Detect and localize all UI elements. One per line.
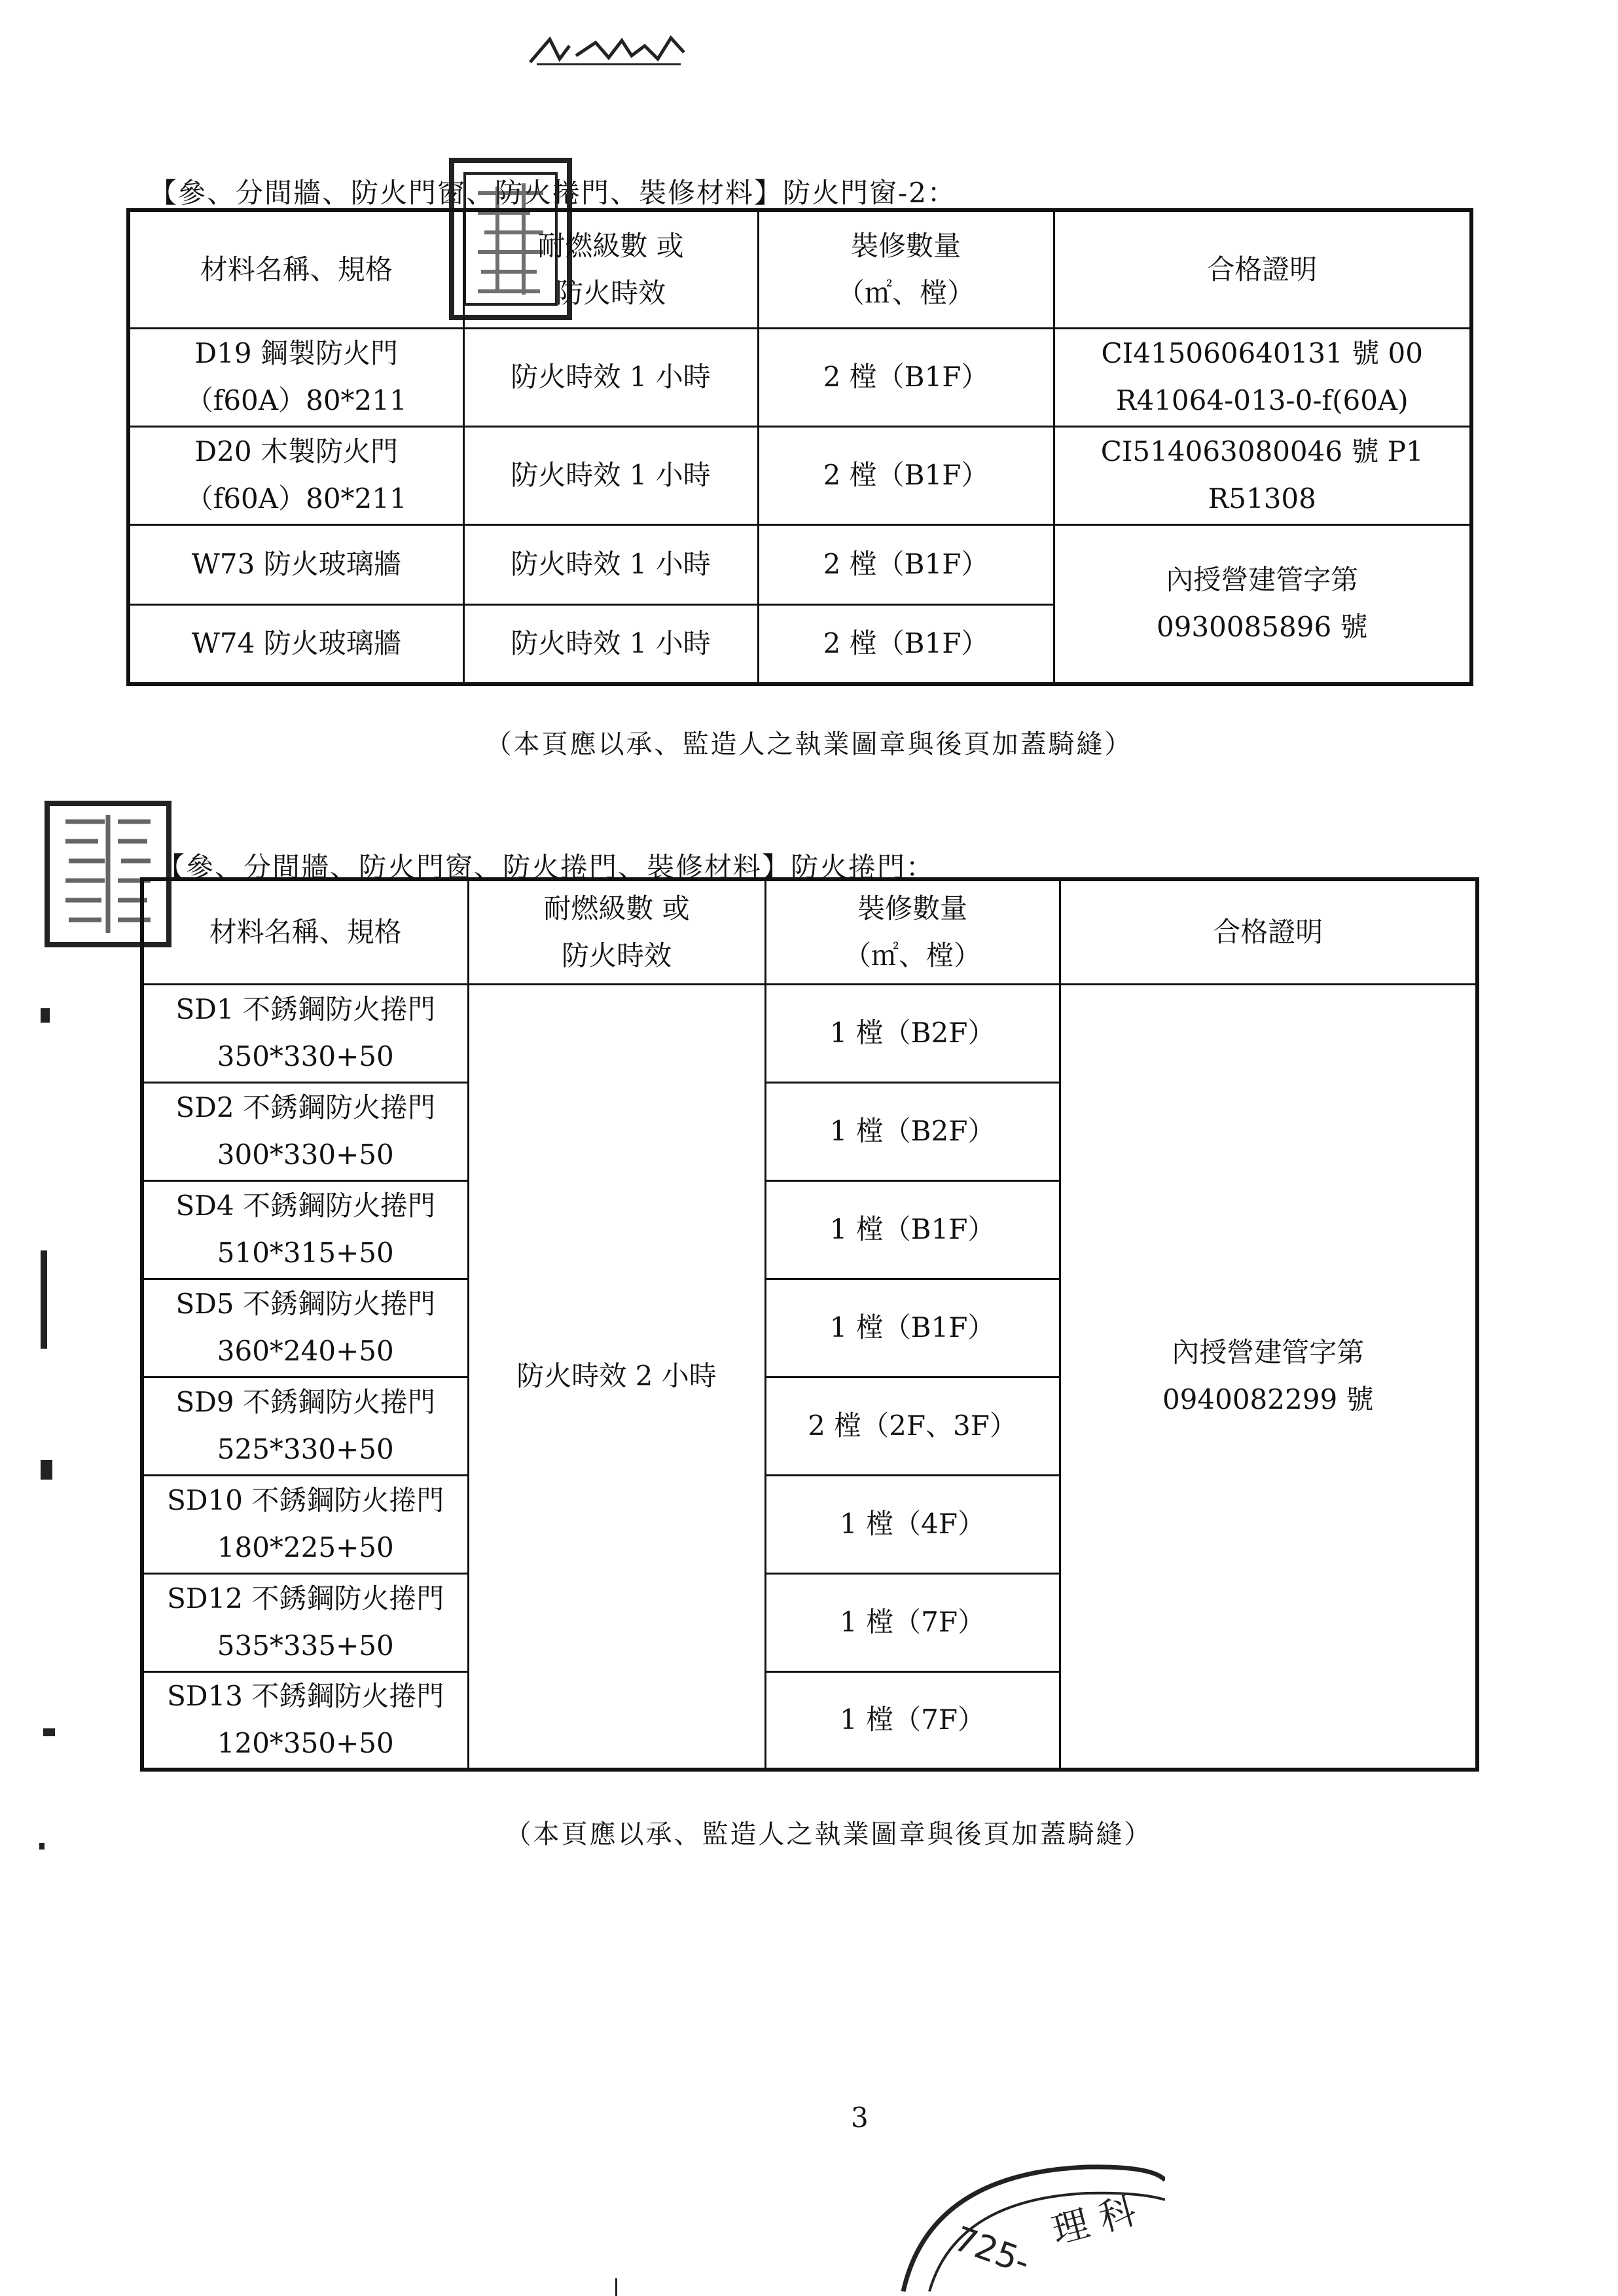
- material-name: W74 防火玻璃牆: [128, 604, 463, 684]
- header-certificate: 合格證明: [1060, 879, 1477, 984]
- section2-title: 【參、分間牆、防火門窗、防火捲門、裝修材料】防火捲門：: [157, 851, 935, 883]
- scan-artifact: [41, 1460, 52, 1480]
- signature-scribble: [524, 26, 694, 72]
- material-name: SD12 不銹鋼防火捲門 535*335+50: [142, 1573, 468, 1671]
- quantity: 2 樘（B1F）: [758, 604, 1054, 684]
- quantity: 1 樘（7F）: [765, 1573, 1060, 1671]
- certificate: CI415060640131 號 00 R41064-013-0-f(60A): [1054, 328, 1471, 426]
- fire-shutter-table: [140, 877, 1479, 1772]
- table-header-row: [142, 879, 1477, 984]
- section1-title: 【參、分間牆、防火門窗、防火捲門、裝修材料】防火門窗-2：: [149, 177, 956, 209]
- quantity: 2 樘（B1F）: [758, 524, 1054, 604]
- fire-rating: 防火時效 1 小時: [463, 328, 758, 426]
- round-seal-stamp: [890, 2160, 1165, 2296]
- fire-rating: 防火時效 1 小時: [463, 524, 758, 604]
- quantity: 2 樘（B1F）: [758, 328, 1054, 426]
- table-row: [142, 984, 1477, 1082]
- table-header-row: [128, 210, 1471, 328]
- header-rating: 耐燃級數 或 防火時效: [463, 210, 758, 328]
- scan-artifact: [39, 1843, 45, 1850]
- fire-rating: 防火時效 1 小時: [463, 604, 758, 684]
- header-quantity: 裝修數量 （㎡、樘）: [758, 210, 1054, 328]
- table-row: [128, 426, 1471, 524]
- shared-certificate: 內授營建管字第 0930085896 號: [1054, 524, 1471, 684]
- quantity: 1 樘（B2F）: [765, 1082, 1060, 1180]
- material-name: SD2 不銹鋼防火捲門 300*330+50: [142, 1082, 468, 1180]
- material-name: D19 鋼製防火門 （f60A）80*211: [128, 328, 463, 426]
- seal-note: （本頁應以承、監造人之執業圖章與後頁加蓋騎縫）: [485, 729, 1133, 759]
- scan-artifact: [43, 1728, 55, 1736]
- certificate: CI514063080046 號 P1 R51308: [1054, 426, 1471, 524]
- material-name: SD1 不銹鋼防火捲門 350*330+50: [142, 984, 468, 1082]
- page-number: 3: [851, 2102, 869, 2134]
- quantity: 2 樘（2F、3F）: [765, 1377, 1060, 1475]
- quantity: 1 樘（B1F）: [765, 1180, 1060, 1279]
- seal-number: 725-: [948, 2219, 1035, 2283]
- seal-note: （本頁應以承、監造人之執業圖章與後頁加蓋騎縫）: [505, 1819, 1153, 1850]
- material-name: W73 防火玻璃牆: [128, 524, 463, 604]
- fire-door-table: [126, 208, 1473, 686]
- header-material: 材料名稱、規格: [142, 879, 468, 984]
- scan-artifact: [41, 1250, 47, 1349]
- header-material: 材料名稱、規格: [128, 210, 463, 328]
- quantity: 1 樘（4F）: [765, 1475, 1060, 1573]
- material-name: SD5 不銹鋼防火捲門 360*240+50: [142, 1279, 468, 1377]
- material-name: SD13 不銹鋼防火捲門 120*350+50: [142, 1671, 468, 1770]
- quantity: 1 樘（B2F）: [765, 984, 1060, 1082]
- quantity: 2 樘（B1F）: [758, 426, 1054, 524]
- seal-text: 理 科: [1047, 2189, 1141, 2253]
- fire-rating: 防火時效 1 小時: [463, 426, 758, 524]
- table-row: [128, 328, 1471, 426]
- material-name: SD9 不銹鋼防火捲門 525*330+50: [142, 1377, 468, 1475]
- material-name: SD10 不銹鋼防火捲門 180*225+50: [142, 1475, 468, 1573]
- material-name: D20 木製防火門 （f60A）80*211: [128, 426, 463, 524]
- shared-fire-rating: 防火時效 2 小時: [468, 984, 765, 1770]
- material-name: SD4 不銹鋼防火捲門 510*315+50: [142, 1180, 468, 1279]
- quantity: 1 樘（7F）: [765, 1671, 1060, 1770]
- scan-artifact: [615, 2278, 617, 2296]
- header-rating: 耐燃級數 或 防火時效: [468, 879, 765, 984]
- shared-certificate: 內授營建管字第 0940082299 號: [1060, 984, 1477, 1770]
- quantity: 1 樘（B1F）: [765, 1279, 1060, 1377]
- table-row: [128, 524, 1471, 604]
- scan-artifact: [41, 1008, 50, 1023]
- header-quantity: 裝修數量 （㎡、樘）: [765, 879, 1060, 984]
- header-certificate: 合格證明: [1054, 210, 1471, 328]
